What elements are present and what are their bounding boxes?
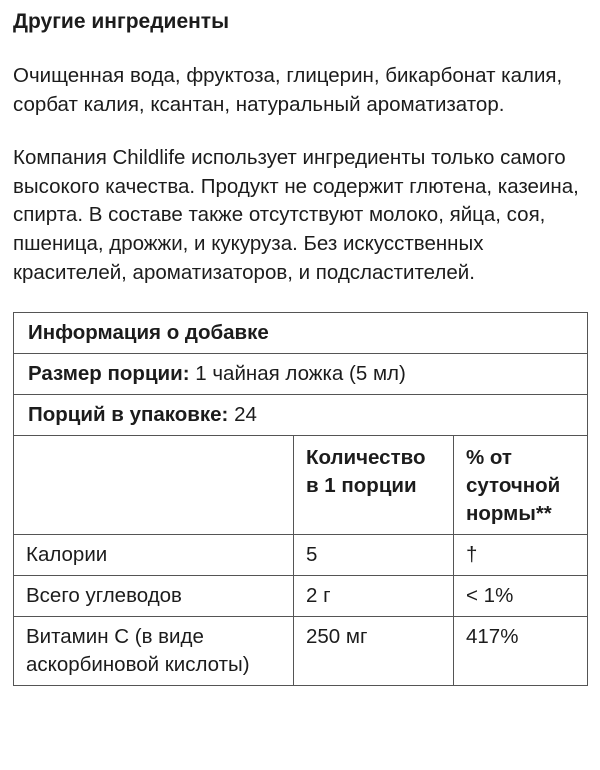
table-row — [14, 576, 588, 617]
supplement-facts-table — [13, 312, 588, 686]
nutrient-amount: 2 г — [294, 576, 454, 617]
section-heading: Другие ингредиенты — [13, 10, 230, 33]
servings-label: Порций в упаковке: — [28, 403, 229, 427]
table-title: Информация о добавке — [14, 313, 588, 354]
header-empty-cell — [14, 436, 294, 535]
table-row — [14, 535, 588, 576]
table-row — [14, 617, 588, 686]
header-daily-value: % от суточной нормы** — [454, 436, 588, 535]
nutrient-daily-value: < 1% — [454, 576, 588, 617]
serving-size-value: 1 чайная ложка (5 мл) — [195, 362, 406, 386]
servings-value: 24 — [234, 403, 257, 427]
quality-paragraph: Компания Childlife использует ингредиенты только самого высокого качества. Продукт не содержит глютена, казеина, спирта. В составе также отсутствуют молоко, яйца, соя, пшеница, дрожжи, и кукуруза. Без искусственных красителей, ароматизаторов, и подсластителей. — [13, 146, 579, 284]
nutrient-name: Всего углеводов — [14, 576, 294, 617]
serving-size-row — [14, 354, 588, 395]
nutrient-name: Калории — [14, 535, 294, 576]
header-amount: Количество в 1 порции — [294, 436, 454, 535]
servings-per-container-row — [14, 395, 588, 436]
column-header-row — [14, 436, 588, 535]
ingredients-paragraph: Очищенная вода, фруктоза, глицерин, бикарбонат калия, сорбат калия, ксантан, натуральный ароматизатор. — [13, 64, 563, 116]
table-title-row — [14, 313, 588, 354]
nutrient-daily-value: † — [454, 535, 588, 576]
serving-size-label: Размер порции: — [28, 362, 190, 386]
nutrient-daily-value: 417% — [454, 617, 588, 686]
nutrient-amount: 250 мг — [294, 617, 454, 686]
nutrient-amount: 5 — [294, 535, 454, 576]
nutrient-name: Витамин C (в виде аскорбиновой кислоты) — [14, 617, 294, 686]
